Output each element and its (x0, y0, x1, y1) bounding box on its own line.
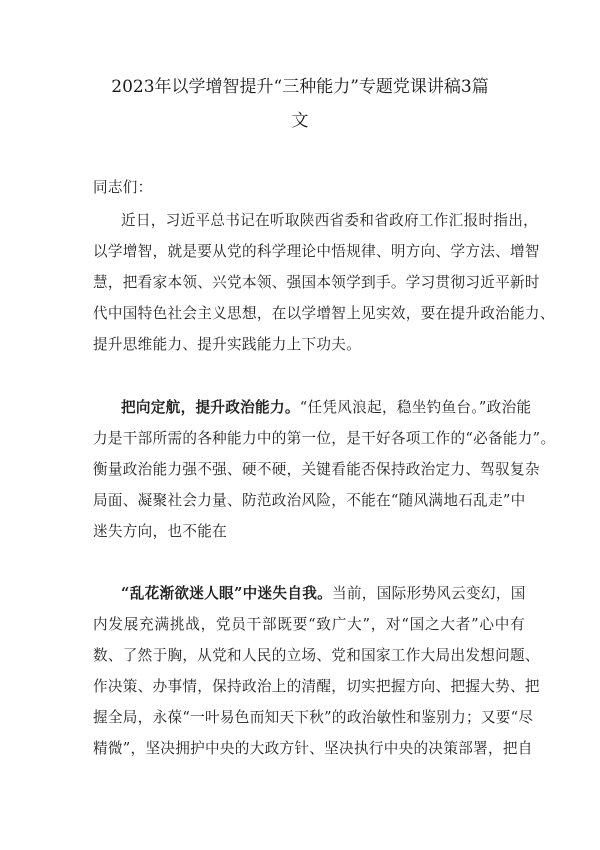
paragraph-2-line: 局面、凝聚社会力量、防范政治风险，不能在“随风满地石乱走”中 (93, 492, 526, 509)
paragraph-3-line: 数、了然于胸，从党和人民的立场、党和国家工作大局出发想问题、 (93, 647, 540, 664)
document-title: 2023年以学增智提升“三种能力”专题党课讲稿3篇 (111, 77, 489, 97)
paragraph-3-heading: “乱花渐欲迷人眼”中迷失自我。 (121, 585, 333, 602)
paragraph-1-line: 提升思维能力、提升实践能力上下功夫。 (93, 336, 362, 353)
paragraph-3-first-line (121, 584, 525, 604)
document-title-continuation: 文 (291, 111, 309, 131)
paragraph-1-line: 以学增智，就是要从党的科学理论中悟规律、明方向、学方法、增智 (93, 243, 540, 260)
paragraph-1-line: 代中国特色社会主义思想，在以学增智上见实效，要在提升政治能力、 (93, 305, 555, 322)
paragraph-3-line: 握全局，永葆“一叶易色而知天下秋”的政治敏性和鉴别力；又要“尽 (93, 709, 534, 726)
paragraph-3-first-line-text: 当前，国际形势风云变幻，国 (332, 585, 526, 602)
salutation: 同志们： (93, 179, 153, 196)
paragraph-3-line: 内发展充满挑战，党员干部既要“致广大”，对“国之大者”心中有 (93, 616, 525, 633)
paragraph-3-line: 作决策、办事情，保持政治上的清醒，切实把握方向、把握大势、把 (93, 678, 540, 695)
paragraph-2-first-line (121, 398, 532, 418)
paragraph-2-heading: 把向定航，提升政治能力。 (121, 399, 300, 416)
paragraph-2-line: 力是干部所需的各种能力中的第一位，是干好各项工作的“必备能力”。 (93, 430, 556, 447)
paragraph-2-line: 衡量政治能力强不强、硬不硬，关键看能否保持政治定力、驾驭复杂 (93, 461, 540, 478)
paragraph-1-line: 近日，习近平总书记在听取陕西省委和省政府工作汇报时指出， (121, 212, 539, 229)
paragraph-2-first-line-text: “任凭风浪起，稳坐钓鱼台。”政治能 (299, 399, 532, 416)
paragraph-1-line: 慧，把看家本领、兴党本领、强国本领学到手。学习贯彻习近平新时 (93, 274, 540, 291)
paragraph-3-line: 精微”，坚决拥护中央的大政方针、坚决执行中央的决策部署，把自 (93, 740, 533, 757)
paragraph-2-line: 迷失方向，也不能在 (93, 523, 228, 540)
